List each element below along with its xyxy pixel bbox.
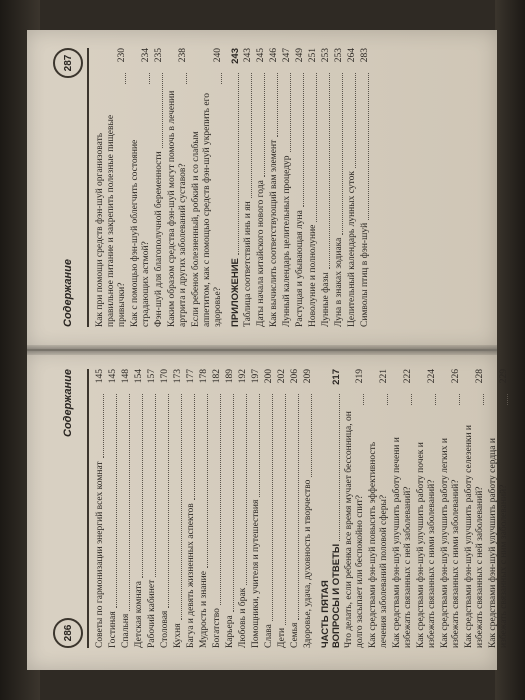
toc-page: 240 [213,48,223,63]
toc-label: Любовь и брак [238,587,248,648]
toc-leader [483,394,484,405]
appendix-title: ПРИЛОЖЕНИЕ [230,258,241,327]
part-page: 217 [331,369,342,385]
toc-label: Детская комната [134,581,144,648]
toc-row [251,369,262,648]
toc-label: Гостиная [108,611,118,648]
toc-label: Даты начала китайского нового года [256,180,266,327]
toc-leader [316,73,317,222]
toc-row [225,369,236,648]
toc-row [360,48,371,327]
toc-label: Целительный календарь лунных суток [347,171,357,327]
toc-page: 200 [264,369,274,384]
toc-page: 189 [225,369,235,384]
toc-label: Слава [264,624,274,648]
toc-leader [303,73,304,207]
left-page-header [53,369,89,648]
toc-label: Луна в знаках зодиака [334,237,344,327]
toc-row [303,369,314,648]
toc-page: 154 [134,369,144,384]
toc-row [130,48,152,327]
toc-leader [435,394,436,405]
toc-page: 157 [147,369,157,384]
toc-page: 148 [121,369,131,384]
toc-leader [311,394,312,477]
toc-row [321,48,332,327]
toc-label: Богатство [212,608,222,648]
toc-leader [355,73,356,168]
toc-page: 178 [199,369,209,384]
toc-page: 228 [475,369,485,384]
toc-page: 246 [269,48,279,63]
toc-label: Как средствами фэн-шуй повысить эффективность лечения заболеваний половой сферы? [368,441,389,648]
toc-leader [507,394,508,405]
toc-row [212,369,223,648]
toc-row [464,369,486,648]
toc-leader [329,73,330,269]
appendix-toc-list [243,48,371,327]
toc-leader [207,394,208,568]
toc-page: 145 [95,369,105,384]
toc-page: 202 [277,369,287,384]
toc-leader [220,394,221,605]
toc-leader [125,73,126,84]
toc-row [344,369,366,648]
toc-label: Растущая и убывающая луна [295,210,305,327]
toc-label: Символы птиц в фэн-шуй [360,222,370,327]
part-label: ЧАСТЬ ПЯТАЯ [320,580,331,648]
toc-row [95,48,128,327]
toc-page: 229 [499,369,509,384]
toc-leader [272,394,273,621]
part-title: ВОПРОСЫ И ОТВЕТЫ [331,543,342,648]
toc-label: Фэн-шуй для благополучной беременности [154,151,164,327]
toc-label: Советы по гармонизации энергий всех комнат [95,461,105,648]
toc-page: 264 [347,48,357,63]
toc-leader [162,73,163,148]
toc-row [308,48,319,327]
toc-row [108,369,119,648]
toc-label: Как при помощи средств фэн-шуй организовать правильное питание и закрепить полезные пищевые привычки? [95,114,127,327]
toc-leader [368,73,369,220]
appendix-page: 243 [230,48,241,64]
toc-page: 145 [108,369,118,384]
left-page-title: Содержание [62,369,74,437]
toc-leader [194,394,195,500]
toc-row [416,369,438,648]
toc-leader [221,73,222,84]
toc-label: Столовая [160,610,170,648]
toc-row [160,369,171,648]
toc-page: 170 [160,369,170,384]
right-page-number-badge: 287 [53,48,83,78]
toc-leader [238,73,239,255]
toc-label: Как с помощью фэн-шуй облегчить состояние страдающих астмой? [130,139,151,327]
left-toc-list [95,369,314,648]
toc-page: 253 [334,48,344,63]
toc-label: Багуа и девять жизненных аспектов [186,503,196,648]
right-page-header [53,48,89,327]
toc-row [295,48,306,327]
toc-page: 245 [256,48,266,63]
part-heading [320,369,342,648]
toc-leader [149,73,150,84]
toc-row [186,369,197,648]
toc-row [154,48,165,327]
toc-label: Мудрость и знание [199,571,209,648]
toc-row [392,369,414,648]
toc-label: Семья [290,622,300,648]
toc-leader [103,394,104,458]
toc-page: 219 [355,369,365,384]
toc-page: 230 [117,48,127,63]
toc-label: Лунный календарь целительных процедур [282,155,292,327]
toc-label: Карьера [225,615,235,648]
toc-leader [155,394,156,577]
toc-row [173,369,184,648]
toc-label: Как вычислить соответствующий вам элемент [269,139,279,327]
toc-row [488,369,510,648]
toc-label: Как средствами фэн-шуй улучшить работу селезенки и избежать связанных с ней заболеваний? [464,425,485,648]
toc-row [167,48,189,327]
toc-leader [298,394,299,620]
toc-label: Кухня [173,623,183,648]
toc-leader [186,73,187,84]
toc-row [334,48,345,327]
toc-row [243,48,254,327]
toc-leader [251,73,252,198]
toc-page: 251 [308,48,318,63]
toc-leader [264,73,265,177]
toc-row [238,369,249,648]
toc-page: 209 [303,369,313,384]
toc-label: Таблица соответствий инь и ян [243,201,253,327]
toc-label: Каким образом средства фэн-шуй могут помочь в лечении артрита и других заболеваний суставов? [167,90,188,327]
toc-label: Дети [277,627,287,648]
part-title-row [331,369,342,648]
toc-row [264,369,275,648]
book-spread [27,30,509,670]
toc-row [191,48,224,327]
appendix-title-row [230,48,241,327]
left-page-number-badge: 286 [53,618,83,648]
toc-leader [285,394,286,625]
toc-leader [116,394,117,608]
toc-leader [129,394,130,611]
toc-page: 224 [427,369,437,384]
toc-label: Спальня [121,613,131,648]
toc-leader [277,73,278,137]
toc-label: Лунные фазы [321,272,331,327]
toc-label: Рабочий кабинет [147,579,157,648]
right-page-title: Содержание [62,259,74,327]
toc-row [368,369,390,648]
toc-label: Как средствами фэн-шуй улучшить работу почек и избежать связанных с ними заболеваний? [416,442,437,648]
toc-leader [459,394,460,405]
toc-row [121,369,132,648]
toc-page: 226 [451,369,461,384]
toc-page: 283 [360,48,370,63]
toc-row [95,369,106,648]
toc-leader [168,394,169,608]
toc-leader [290,73,291,152]
toc-leader [363,394,364,405]
toc-leader [387,394,388,405]
right-page [27,30,497,350]
toc-row [199,369,210,648]
toc-page: 221 [379,369,389,384]
toc-row [282,48,293,327]
toc-page: 243 [243,48,253,63]
appendix-heading [230,48,241,327]
toc-label: Новолуние и полнолуние [308,224,318,327]
toc-label: Что делать, если ребенка все время мучает бессонница, он долго засыпает или беспокойно спит? [344,411,365,648]
toc-leader [411,394,412,405]
toc-row [440,369,462,648]
toc-page: 247 [282,48,292,63]
toc-leader [181,394,182,620]
toc-row [147,369,158,648]
toc-row [290,369,301,648]
toc-label: Помощники, учителя и путешествия [251,499,261,648]
right-toc-list [95,48,224,327]
qa-toc-list [344,369,510,648]
toc-page: 222 [403,369,413,384]
toc-row [256,48,267,327]
toc-leader [339,394,340,541]
toc-row [134,369,145,648]
toc-page: 253 [321,48,331,63]
toc-page: 235 [154,48,164,63]
toc-row [277,369,288,648]
toc-leader [259,394,260,497]
toc-row [269,48,280,327]
toc-page: 249 [295,48,305,63]
toc-page: 197 [251,369,261,384]
toc-label: Если ребенок болезненный, робкий и со слабым аппетитом, как с помощью средств фэн-шуй укрепить его здоровье? [191,93,223,327]
toc-row [347,48,358,327]
toc-page: 206 [290,369,300,384]
toc-leader [233,394,234,612]
toc-leader [142,394,143,578]
toc-leader [342,73,343,235]
toc-page: 177 [186,369,196,384]
left-page [27,350,509,670]
toc-label: Как средствами фэн-шуй улучшить работу легких и избежать связанных с ними заболеваний? [440,438,461,648]
toc-label: Как средствами фэн-шуй улучшить работу печени и избежать связанных с ней заболеваний? [392,437,413,648]
toc-label: Как средствами фэн-шуй улучшить работу сердца и избежать связанных с ним заболеваний? [488,438,509,648]
toc-leader [246,394,247,585]
toc-label: Здоровье, удача, духовность и творчество [303,479,313,648]
toc-page: 234 [141,48,151,63]
toc-page: 238 [178,48,188,63]
toc-page: 182 [212,369,222,384]
toc-page: 192 [238,369,248,384]
toc-page: 173 [173,369,183,384]
